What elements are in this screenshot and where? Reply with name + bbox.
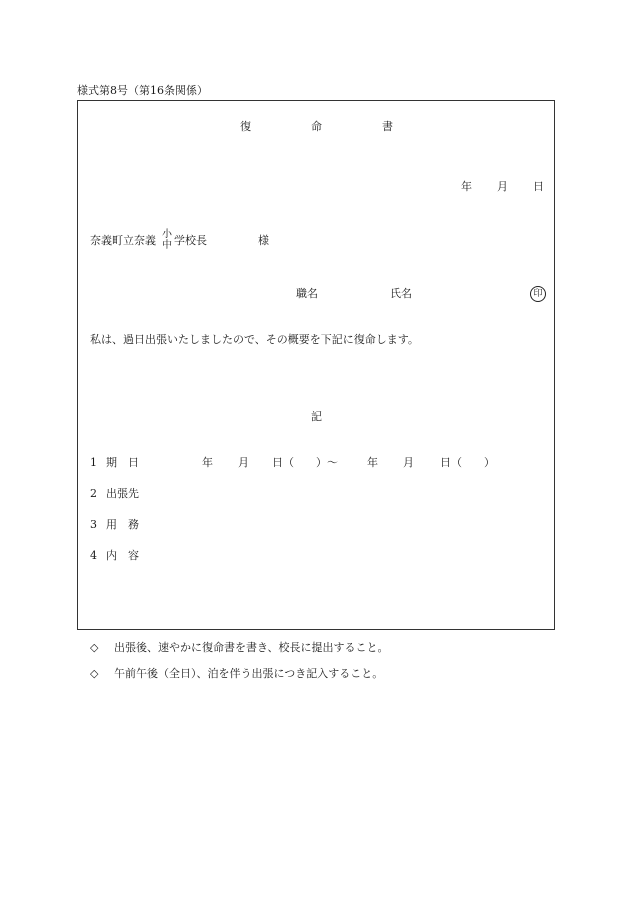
item-label-date: 期 日 [106,456,139,469]
period-to-day: 日（ ） [440,456,495,469]
date-day-label: 日 [533,180,544,193]
note-item [90,642,389,653]
addressee-honorific: 様 [258,234,269,247]
item-number: 2 [90,487,97,500]
title-char: 復 [240,120,251,133]
name-label: 氏名 [390,287,412,300]
period-to-year: 年 [367,456,378,469]
item-label-content: 内 容 [106,549,139,562]
position-label: 職名 [296,287,318,300]
item-number: 4 [90,549,97,562]
form-number: 様式第8号（第16条関係） [77,84,208,97]
ki-heading: 記 [311,410,322,423]
period-to-month: 月 [403,456,414,469]
report-statement: 私は、過日出張いたしましたので、その概要を下記に復命します。 [90,333,419,346]
item-label-destination: 出張先 [106,487,139,500]
addressee-prefix: 奈義町立奈義 [90,234,156,247]
school-type-stack [162,229,172,251]
period-from-year: 年 [202,456,213,469]
note-text: 午前午後（全日）、泊を伴う出張につき記入すること。 [114,667,384,680]
diamond-icon: ◇ [90,667,99,680]
seal-mark: 印 [530,286,546,302]
title-char: 命 [311,120,322,133]
item-number: 3 [90,518,97,531]
item-number: 1 [90,456,97,469]
date-month-label: 月 [497,180,508,193]
period-from-day: 日（ ）～ [272,456,338,469]
title-char: 書 [382,120,393,133]
diamond-icon: ◇ [90,641,99,654]
period-from-month: 月 [238,456,249,469]
note-text: 出張後、速やかに復命書を書き、校長に提出すること。 [114,641,389,654]
school-type-elementary: 小 [162,229,172,240]
item-label-business: 用 務 [106,518,139,531]
note-item [90,668,383,679]
date-year-label: 年 [461,180,472,193]
addressee-suffix: 学校長 [174,234,207,247]
school-type-junior-high: 中 [162,240,172,251]
report-form [77,100,555,630]
